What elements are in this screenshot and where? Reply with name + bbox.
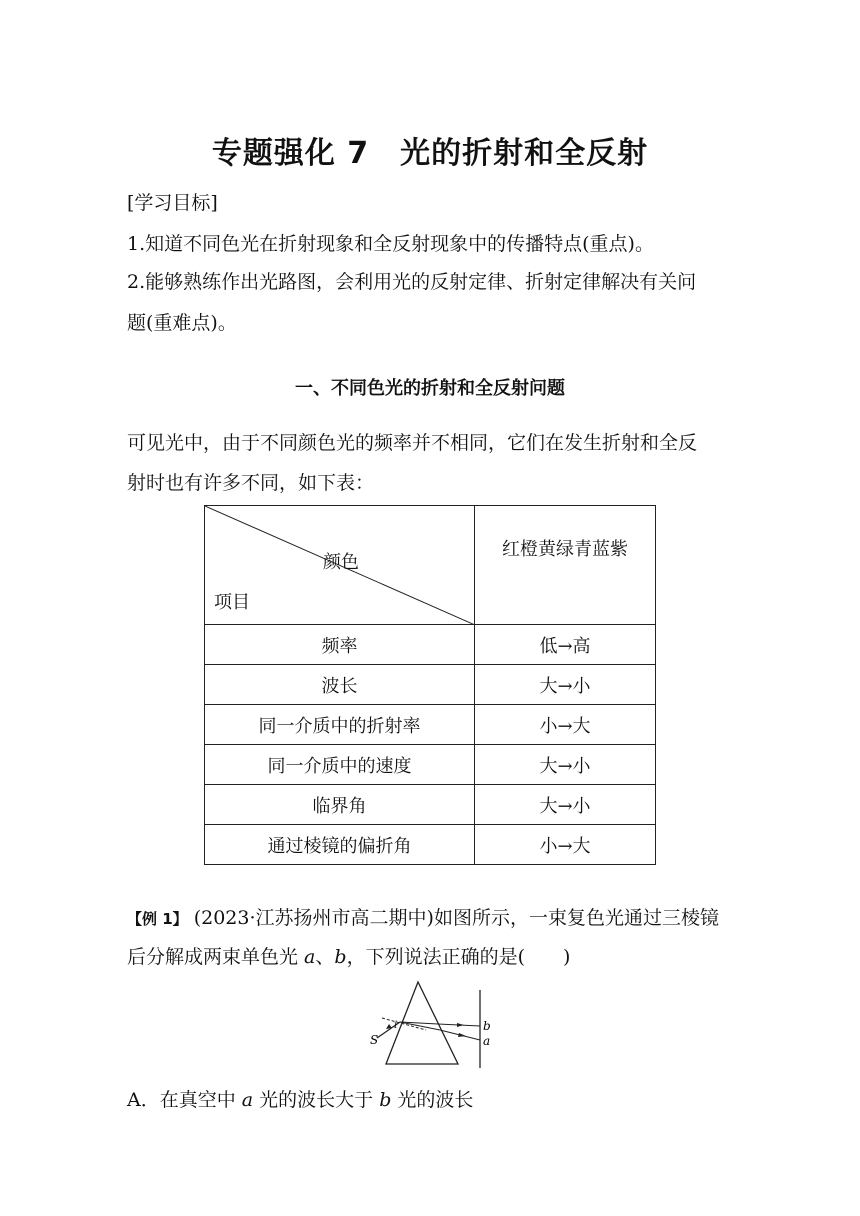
table-row: [205, 705, 656, 745]
table-cell-item: 通过棱镜的偏折角: [205, 825, 475, 865]
label-b: b: [483, 1019, 491, 1033]
table-cell-item: 临界角: [205, 785, 475, 825]
label-s: S: [370, 1033, 379, 1047]
table-cell-trend: 大→小: [475, 665, 656, 705]
option-a-text: A．在真空中: [127, 1089, 242, 1111]
example-tag: 【例 1】: [127, 910, 188, 928]
table-cell-item: 同一介质中的速度: [205, 745, 475, 785]
option-a-text-end: 光的波长: [391, 1089, 474, 1111]
header-colors-label: 红橙黄绿青蓝紫: [502, 539, 628, 560]
objective-2-line2: 题(重难点)。: [127, 312, 237, 334]
table-cell-item: 频率: [205, 625, 475, 665]
example-source-text: (2023·江苏扬州市高二期中)如图所示，一束复色光通过三棱镜: [193, 907, 719, 929]
table-cell-item: 同一介质中的折射率: [205, 705, 475, 745]
example-text: 后分解成两束单色光: [127, 946, 305, 968]
table-row: [205, 745, 656, 785]
table-cell-trend: 大→小: [475, 785, 656, 825]
table-row: [205, 825, 656, 865]
prism-diagram: [360, 978, 500, 1070]
table-row: [205, 785, 656, 825]
option-a-text-mid: 光的波长大于: [253, 1089, 380, 1111]
intro-line2: 射时也有许多不同，如下表：: [127, 472, 375, 494]
header-item-label: 项目: [214, 592, 250, 613]
example-question: ，下列说法正确的是( ): [346, 946, 571, 968]
header-color-label: 颜色: [323, 552, 359, 573]
option-a: [127, 1085, 473, 1112]
objectives-heading: [学习目标]: [127, 192, 218, 214]
table-header-row: [205, 506, 656, 625]
header-colors-cell: [475, 506, 656, 625]
separator: 、: [315, 946, 335, 968]
table-row: [205, 625, 656, 665]
table-cell-trend: 小→大: [475, 705, 656, 745]
example-line2: [127, 942, 570, 969]
table-row: [205, 665, 656, 705]
option-a-var-a: a: [241, 1089, 254, 1111]
label-a: a: [483, 1034, 491, 1048]
objective-2-line1: 2.能够熟练作出光路图，会利用光的反射定律、折射定律解决有关问: [127, 271, 697, 293]
table-cell-trend: 大→小: [475, 745, 656, 785]
option-a-var-b: b: [379, 1089, 392, 1111]
variable-b: b: [334, 946, 347, 968]
color-property-table: [204, 505, 656, 865]
section-title: 一、不同色光的折射和全反射问题: [295, 378, 565, 399]
example-line1: [127, 903, 719, 930]
table-cell-item: 波长: [205, 665, 475, 705]
table-cell-trend: 小→大: [475, 825, 656, 865]
page-title: 专题强化 7 光的折射和全反射: [211, 136, 649, 171]
table-cell-trend: 低→高: [475, 625, 656, 665]
variable-a: a: [304, 946, 316, 968]
label-i: i: [394, 1020, 398, 1031]
intro-line1: 可见光中，由于不同颜色光的频率并不相同，它们在发生折射和全反: [127, 432, 698, 454]
diagonal-header-cell: [205, 506, 475, 625]
arrow-b: [457, 1023, 464, 1027]
objective-1: 1.知道不同色光在折射现象和全反射现象中的传播特点(重点)。: [127, 233, 654, 255]
